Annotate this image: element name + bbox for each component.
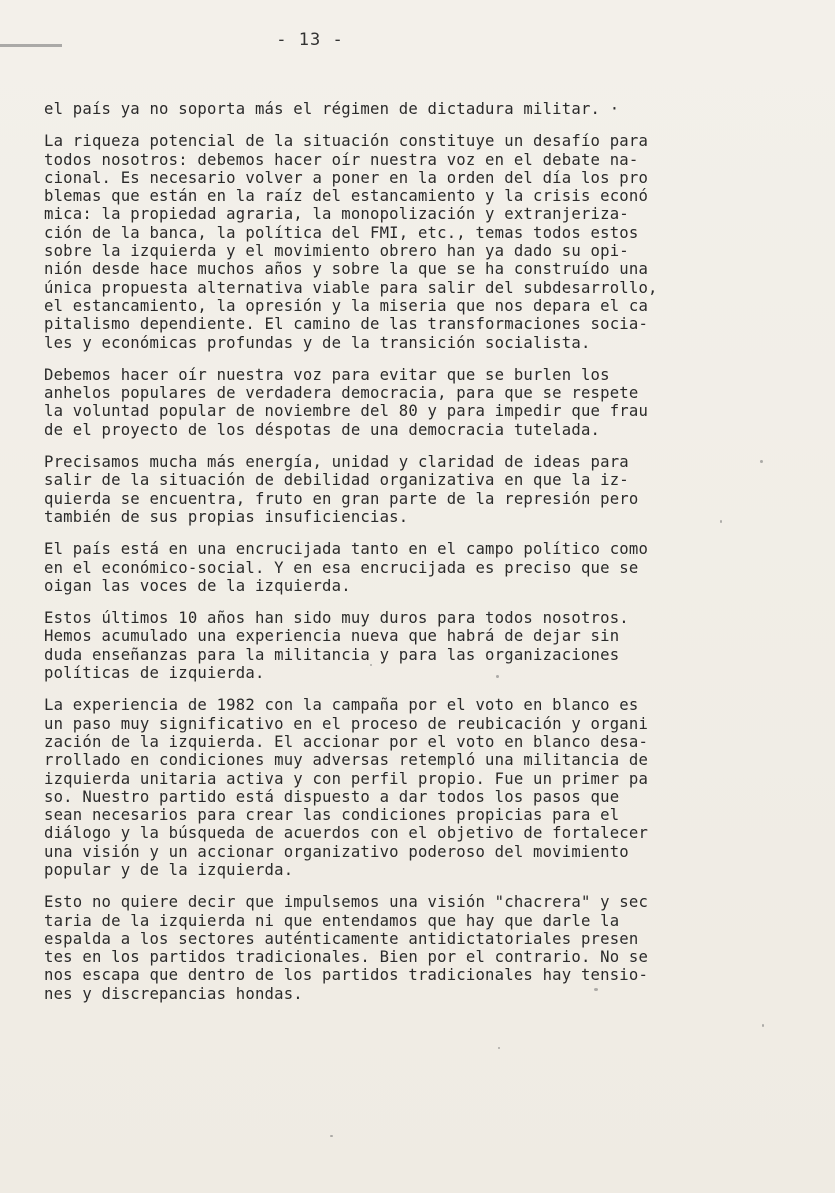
text-line: cional. Es necesario volver a poner en la orden del día los pro: [44, 168, 649, 187]
ink-speck: [760, 460, 763, 463]
text-line: Precisamos mucha más energía, unidad y claridad de ideas para: [44, 453, 629, 472]
text-line: pitalismo dependiente. El camino de las transformaciones socia-: [44, 315, 649, 334]
text-line: duda enseñanzas para la militancia y para las organizaciones: [44, 645, 620, 664]
page-number: - 13 -: [276, 30, 344, 50]
text-line: anhelos populares de verdadera democracia, para que se respete: [44, 384, 639, 403]
text-line: so. Nuestro partido está dispuesto a dar todos los pasos que: [44, 787, 620, 806]
paragraph: [44, 100, 784, 118]
text-line: de el proyecto de los déspotas de una democracia tutelada.: [44, 420, 601, 439]
paragraph: [44, 132, 784, 352]
text-line: el país ya no soporta más el régimen de dictadura militar. ·: [44, 100, 620, 118]
text-line: el estancamiento, la opresión y la miseria que nos depara el ca: [44, 296, 649, 315]
text-line: blemas que están en la raíz del estancamiento y la crisis econó: [44, 187, 649, 206]
text-line: izquierda unitaria activa y con perfil propio. Fue un primer pa: [44, 769, 649, 788]
text-line: El país está en una encrucijada tanto en el campo político como: [44, 540, 649, 559]
ink-speck: [496, 675, 499, 678]
ink-speck: [330, 1135, 333, 1137]
text-line: en el económico-social. Y en esa encrucijada es preciso que se: [44, 558, 639, 577]
paragraph: [44, 609, 784, 682]
text-line: la voluntad popular de noviembre del 80 y para impedir que frau: [44, 402, 649, 421]
paragraph: [44, 540, 784, 595]
paragraph: [44, 453, 784, 526]
text-line: taria de la izquierda ni que entendamos que hay que darle la: [44, 911, 620, 930]
text-line: rrollado en condiciones muy adversas retempló una militancia de: [44, 751, 649, 770]
paragraph: [44, 366, 784, 439]
text-line: nión desde hace muchos años y sobre la que se ha construído una: [44, 260, 649, 279]
paragraph: [44, 893, 784, 1003]
text-line: zación de la izquierda. El accionar por el voto en blanco desa-: [44, 732, 649, 751]
text-line: Estos últimos 10 años han sido muy duros para todos nosotros.: [44, 609, 629, 628]
text-line: única propuesta alternativa viable para salir del subdesarrollo,: [44, 278, 658, 297]
text-line: La experiencia de 1982 con la campaña por el voto en blanco es: [44, 696, 639, 715]
text-line: ción de la banca, la política del FMI, etc., temas todos estos: [44, 223, 639, 242]
text-line: oigan las voces de la izquierda.: [44, 576, 351, 595]
text-line: nes y discrepancias hondas.: [44, 984, 303, 1003]
text-line: les y económicas profundas y de la transición socialista.: [44, 333, 591, 352]
text-line: salir de la situación de debilidad organizativa en que la iz-: [44, 471, 629, 490]
text-line: políticas de izquierda.: [44, 664, 265, 683]
text-line: La riqueza potencial de la situación constituye un desafío para: [44, 132, 649, 151]
text-line: Hemos acumulado una experiencia nueva que habrá de dejar sin: [44, 627, 620, 646]
ink-speck: [594, 988, 598, 991]
text-line: un paso muy significativo en el proceso de reubicación y organi: [44, 714, 649, 733]
text-line: todos nosotros: debemos hacer oír nuestra voz en el debate na-: [44, 150, 639, 169]
text-line: nos escapa que dentro de los partidos tradicionales hay tensio-: [44, 966, 649, 985]
ink-speck: [498, 1047, 500, 1049]
ink-speck: [762, 1024, 764, 1027]
text-line: Debemos hacer oír nuestra voz para evitar que se burlen los: [44, 365, 610, 384]
paragraph: [44, 696, 784, 879]
ink-speck: [720, 520, 722, 523]
text-line: sean necesarios para crear las condiciones propicias para el: [44, 806, 620, 825]
body-text: [44, 100, 784, 1017]
text-line: una visión y un accionar organizativo poderoso del movimiento: [44, 842, 629, 861]
text-line: quierda se encuentra, fruto en gran parte de la represión pero: [44, 489, 639, 508]
text-line: también de sus propias insuficiencias.: [44, 507, 409, 526]
text-line: diálogo y la búsqueda de acuerdos con el objetivo de fortalecer: [44, 824, 649, 843]
text-line: tes en los partidos tradicionales. Bien por el contrario. No se: [44, 948, 649, 967]
text-line: Esto no quiere decir que impulsemos una visión "chacrera" y sec: [44, 893, 649, 912]
text-line: sobre la izquierda y el movimiento obrero han ya dado su opi-: [44, 242, 629, 261]
text-line: mica: la propiedad agraria, la monopolización y extranjeriza-: [44, 205, 629, 224]
text-line: popular y de la izquierda.: [44, 860, 294, 879]
ink-speck: [370, 664, 372, 666]
text-line: espalda a los sectores auténticamente antidictatoriales presen: [44, 929, 639, 948]
